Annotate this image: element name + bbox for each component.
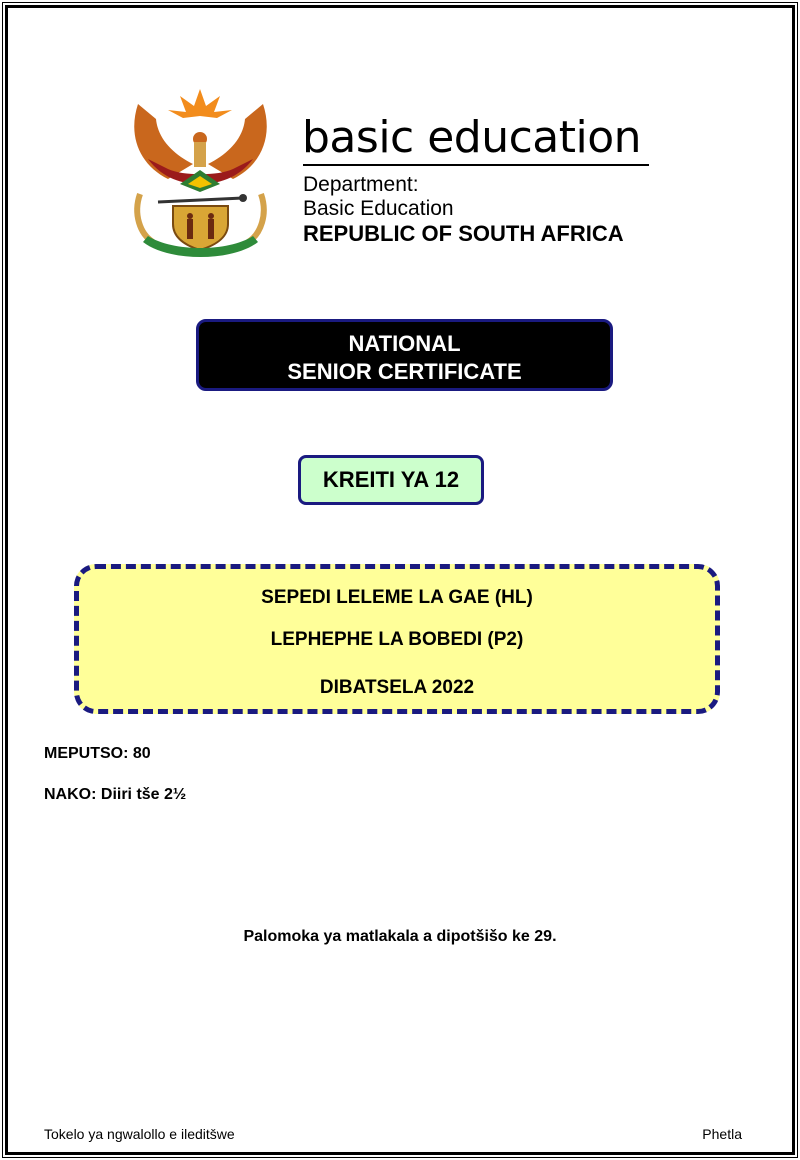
certificate-banner (196, 319, 613, 391)
department-name: Basic Education (303, 197, 454, 220)
subject-name: SEPEDI LELEME LA GAE (HL) (261, 587, 533, 608)
time-label: NAKO: Diiri tše 2½ (44, 786, 187, 803)
coat-of-arms-icon (128, 84, 273, 259)
certificate-line-1: NATIONAL (348, 331, 461, 356)
certificate-line-2: SENIOR CERTIFICATE (287, 359, 522, 384)
page-count-note: Palomoka ya matlakala a dipotšišo ke 29. (243, 928, 557, 945)
country-name: REPUBLIC OF SOUTH AFRICA (303, 221, 624, 246)
paper-number: LEPHEPHE LA BOBEDI (P2) (270, 629, 524, 650)
brand-title: basic education (302, 112, 642, 163)
copyright-notice: Tokelo ya ngwalollo e ileditšwe (44, 1126, 235, 1142)
grade-badge: KREITI YA 12 (298, 455, 484, 505)
department-label: Department: (303, 173, 419, 196)
marks-label: MEPUTSO: 80 (44, 745, 151, 762)
turn-over-label: Phetla (702, 1126, 742, 1142)
subject-box (74, 564, 720, 714)
brand-divider (303, 164, 649, 166)
exam-session: DIBATSELA 2022 (319, 677, 475, 698)
